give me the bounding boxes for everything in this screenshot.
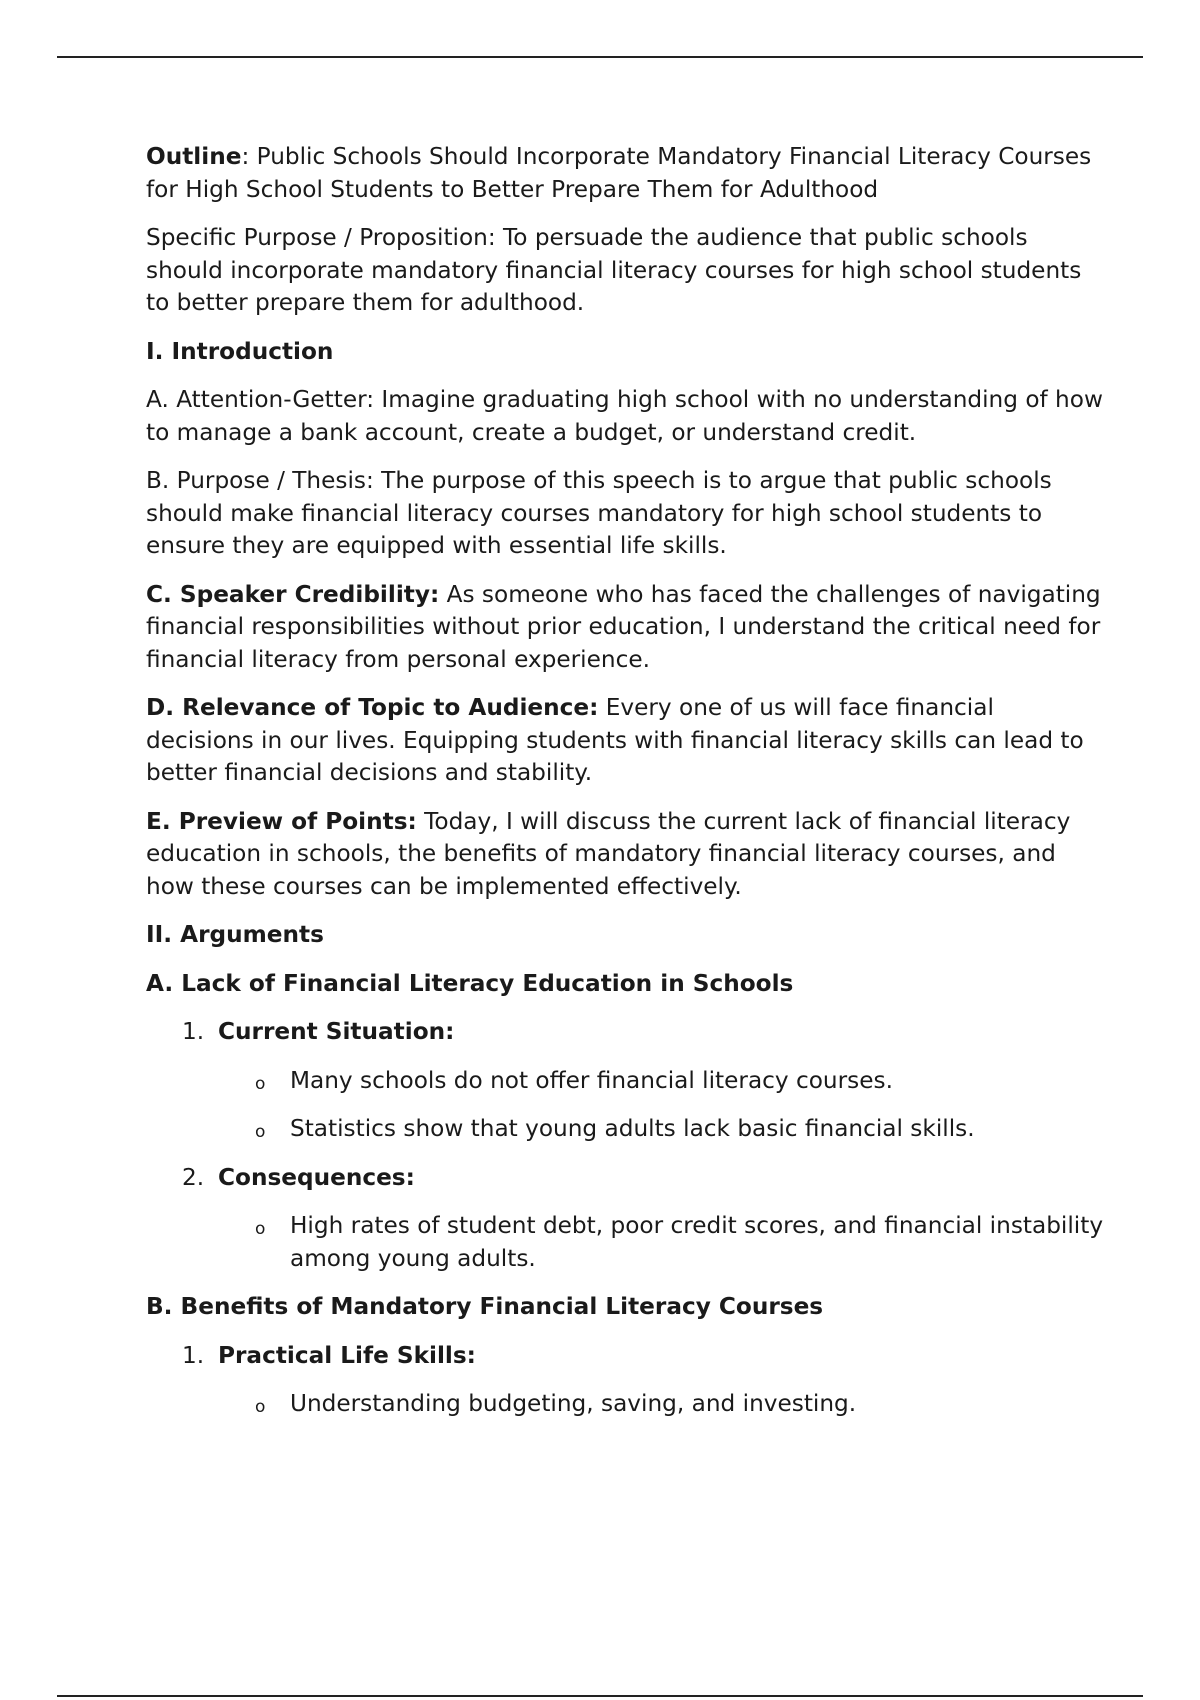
item-label: Current Situation:	[218, 1018, 455, 1045]
topic-relevance-text: Every one of us will face financial decisions in our lives. Equipping students with financial literacy skills can lead to better financial decisions and stability.	[146, 694, 1084, 786]
bullet-text: Many schools do not offer financial literacy courses.	[290, 1066, 893, 1094]
section-b-heading	[146, 1291, 1106, 1324]
preview-of-points-text: Today, I will discuss the current lack of financial literacy education in schools, the benefits of mandatory financial literacy courses, and how these courses can be implemented effectively.	[146, 807, 1071, 900]
topic-relevance	[146, 692, 1106, 790]
topic-relevance-label: D. Relevance of Topic to Audience:	[146, 694, 599, 721]
introduction-heading-text: I. Introduction	[146, 337, 334, 365]
item-label: Consequences:	[218, 1163, 415, 1191]
arguments-heading	[146, 919, 1106, 952]
bullet-icon: o	[255, 1122, 266, 1142]
attention-getter: A. Attention-Getter: Imagine graduating high school with no understanding of how to manage a bank account, create a budget, or understand credit.	[146, 386, 1103, 446]
arguments-heading-text: II. Arguments	[146, 921, 324, 948]
preview-of-points	[146, 806, 1106, 904]
speaker-credibility-label: C. Speaker Credibility:	[146, 580, 440, 608]
bullet-item	[146, 1065, 1106, 1098]
numbered-item-current-situation	[146, 1016, 1106, 1049]
section-a-heading	[146, 968, 1106, 1001]
bullet-text: Understanding budgeting, saving, and investing.	[290, 1390, 857, 1417]
speaker-credibility	[146, 579, 1106, 677]
item-number: 2.	[182, 1163, 205, 1191]
item-label: Practical Life Skills:	[218, 1341, 476, 1369]
purpose-thesis: B. Purpose / Thesis: The purpose of this speech is to argue that public schools should make financial literacy courses mandatory for high school students to ensure they are equipped with essential life skills.	[146, 467, 1052, 559]
numbered-item-consequences	[146, 1162, 1106, 1195]
item-number: 1.	[182, 1018, 205, 1045]
bullet-item	[146, 1210, 1106, 1275]
introduction-heading	[146, 336, 1106, 369]
document-body	[146, 141, 1106, 1437]
bullet-item	[146, 1388, 1106, 1421]
section-b-heading-text: B. Benefits of Mandatory Financial Literacy Courses	[146, 1293, 824, 1320]
bullet-icon: o	[255, 1397, 266, 1417]
bullet-text: Statistics show that young adults lack basic financial skills.	[290, 1115, 975, 1142]
outline-text: : Public Schools Should Incorporate Mandatory Financial Literacy Courses for High School Students to Better Prepare Them for Adulthood	[146, 143, 1092, 203]
bullet-item	[146, 1113, 1106, 1146]
outline-label: Outline	[146, 143, 242, 170]
preview-of-points-label: E. Preview of Points:	[146, 807, 417, 835]
specific-purpose: Specific Purpose / Proposition: To persuade the audience that public schools should incorporate mandatory financial literacy courses for high school students to better prepare them for adulthood.	[146, 224, 1082, 316]
header-rule	[57, 56, 1143, 58]
outline-title	[146, 141, 1106, 206]
bullet-icon: o	[255, 1073, 266, 1094]
bullet-text: High rates of student debt, poor credit scores, and financial instability among young adults.	[290, 1212, 1104, 1272]
footer-rule	[57, 1695, 1143, 1697]
item-number: 1.	[182, 1341, 205, 1369]
bullet-icon: o	[255, 1219, 266, 1239]
speaker-credibility-text: As someone who has faced the challenges of navigating financial responsibilities without prior education, I understand the critical need for financial literacy from personal experience.	[146, 580, 1101, 673]
numbered-item-practical-life-skills	[146, 1340, 1106, 1373]
section-a-heading-text: A. Lack of Financial Literacy Education in Schools	[146, 969, 794, 997]
